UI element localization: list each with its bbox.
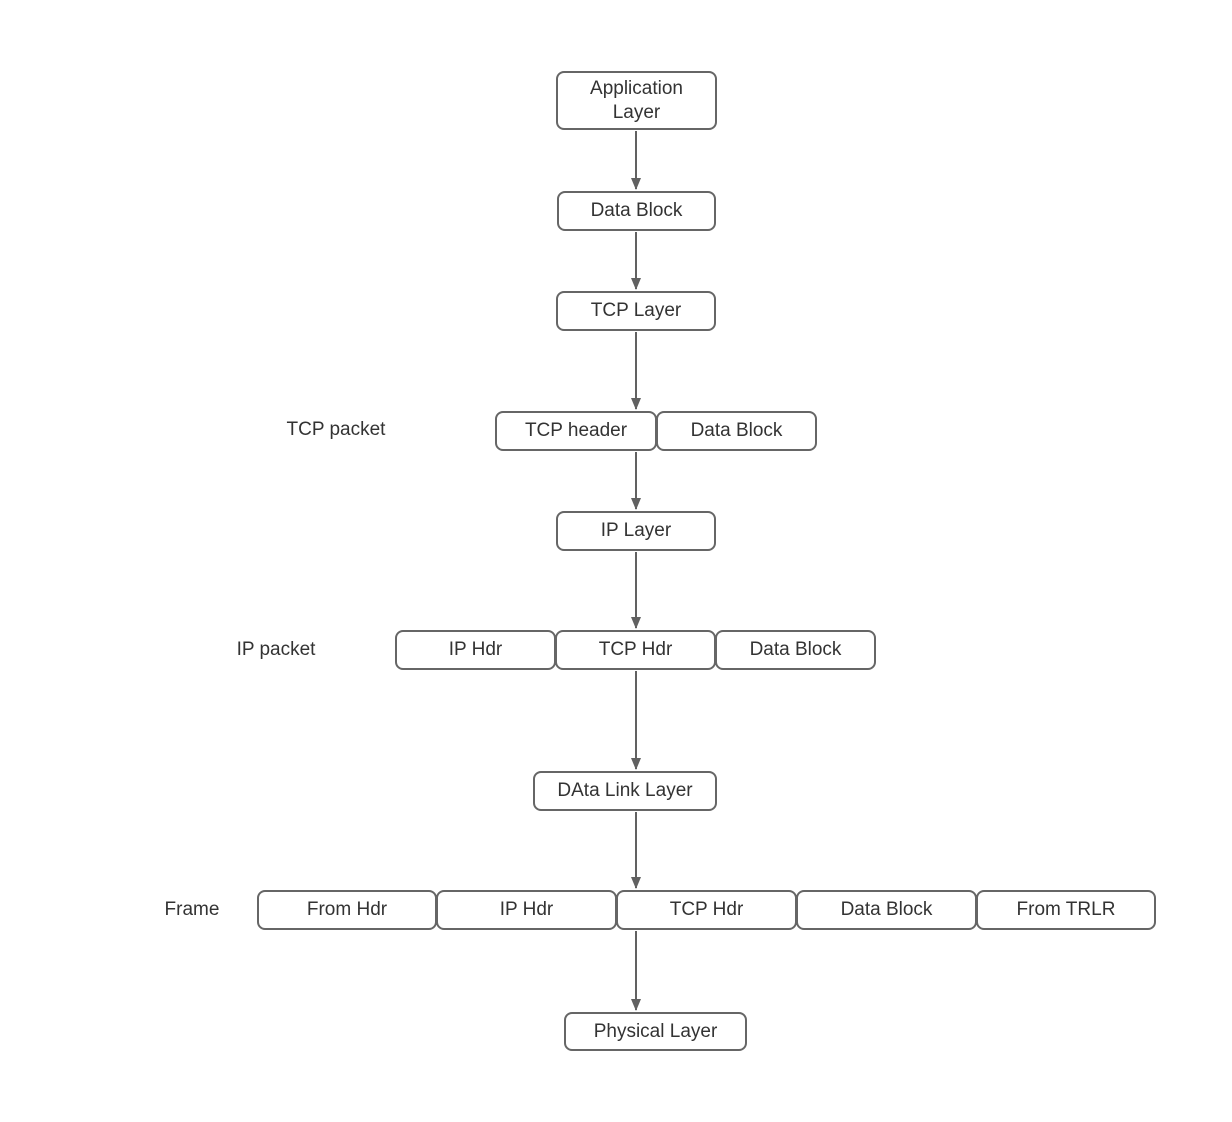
node-data-link-layer: DAta Link Layer — [533, 771, 717, 811]
row-label-ip-packet: IP packet — [236, 639, 316, 660]
row-label-frame: Frame — [164, 899, 220, 920]
node-application-layer: Application Layer — [556, 71, 717, 130]
node-data-block-tcp-packet: Data Block — [656, 411, 817, 451]
node-from-hdr: From Hdr — [257, 890, 437, 930]
node-data-block-ip-packet: Data Block — [715, 630, 876, 670]
node-from-trlr: From TRLR — [976, 890, 1156, 930]
node-tcp-hdr-ip-packet: TCP Hdr — [555, 630, 716, 670]
node-ip-layer: IP Layer — [556, 511, 716, 551]
node-data-block-frame: Data Block — [796, 890, 977, 930]
node-tcp-header: TCP header — [495, 411, 657, 451]
row-label-tcp-packet: TCP packet — [286, 419, 386, 440]
node-ip-hdr-frame: IP Hdr — [436, 890, 617, 930]
node-data-block-app: Data Block — [557, 191, 716, 231]
node-physical-layer: Physical Layer — [564, 1012, 747, 1051]
node-tcp-layer: TCP Layer — [556, 291, 716, 331]
node-tcp-hdr-frame: TCP Hdr — [616, 890, 797, 930]
node-ip-hdr-ip-packet: IP Hdr — [395, 630, 556, 670]
